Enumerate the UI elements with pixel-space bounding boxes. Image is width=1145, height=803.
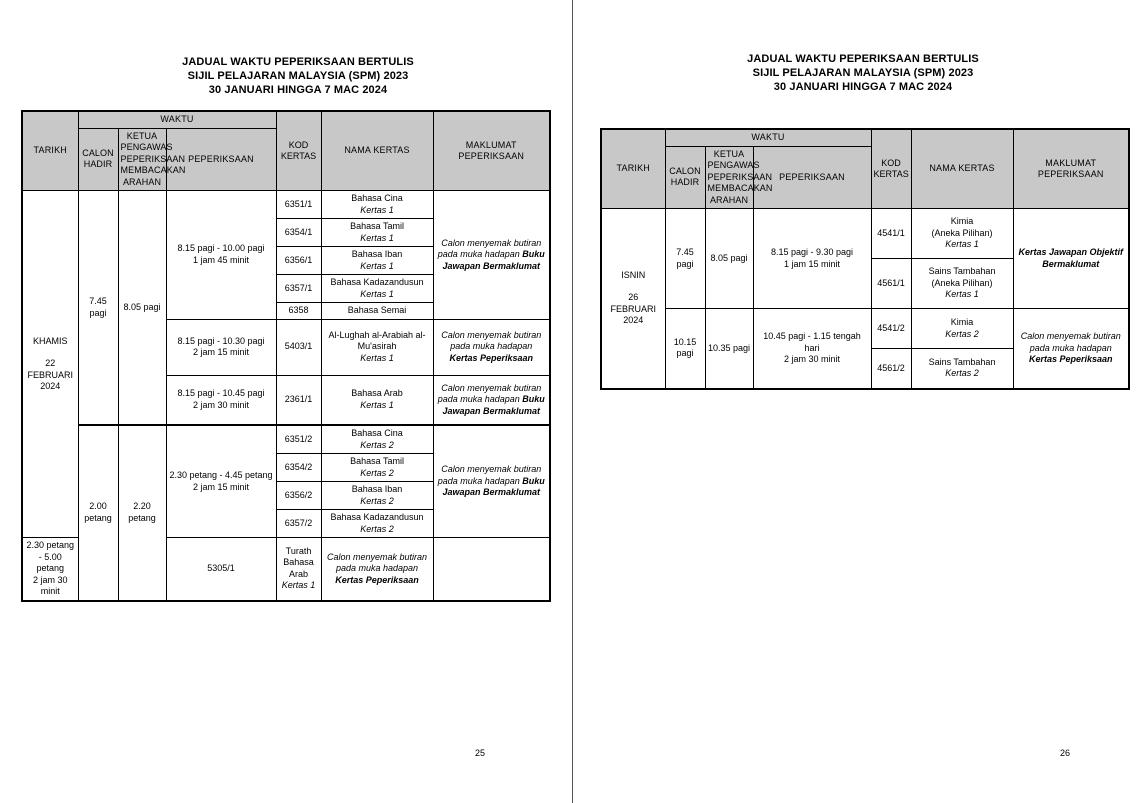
time-range: 8.15 pagi - 10.30 pagi: [177, 335, 265, 346]
paper-number: Kertas 2: [945, 328, 979, 339]
maklumat-cell-1: [1013, 209, 1129, 309]
info-bold: Buku Jawapan Bermaklumat: [442, 394, 545, 416]
paper-name: Bahasa Cina: [351, 428, 403, 438]
paper-name: Bahasa Iban: [351, 249, 403, 259]
paper-name: Bahasa Tamil: [350, 456, 404, 466]
paper-sub: (Aneka Pilihan): [931, 227, 993, 238]
page-left: [0, 0, 572, 803]
title-line-1: JADUAL WAKTU PEPERIKSAAN BERTULIS: [747, 53, 979, 65]
info-bold: Kertas Peperiksaan: [1028, 354, 1113, 364]
page-right: [573, 0, 1145, 803]
session-time-block-4: [166, 425, 276, 538]
paper-number: Kertas 2: [360, 467, 394, 478]
time-range: 10.45 pagi - 1.15 tengah hari: [763, 331, 861, 353]
header-waktu: WAKTU: [665, 129, 871, 146]
nama-kertas: [911, 349, 1013, 389]
table-header-left: [22, 111, 550, 191]
maklumat-cell-4: [433, 425, 550, 538]
kod-kertas: 5403/1: [276, 319, 321, 375]
paper-name: Bahasa Semai: [347, 305, 407, 315]
title-line-3: 30 JANUARI HINGGA 7 MAC 2024: [773, 81, 953, 93]
page-number-left: 25: [474, 748, 485, 758]
ketua-pengawas-afternoon: 2.20 petang: [118, 425, 166, 601]
paper-name: Bahasa Arab: [351, 388, 403, 399]
paper-number: Kertas 1: [945, 239, 979, 250]
header-maklumat: [433, 111, 550, 191]
paper-name: Sains Tambahan: [928, 266, 996, 277]
kod-kertas: 6354/2: [276, 454, 321, 482]
kod-kertas: 6354/1: [276, 219, 321, 247]
info-bold: Kertas Peperiksaan: [449, 352, 534, 363]
title-line-2: SIJIL PELAJARAN MALAYSIA (SPM) 2023: [752, 67, 974, 79]
nama-kertas: [321, 319, 433, 375]
header-tarikh: TARIKH: [22, 111, 78, 191]
header-kod-kertas: [276, 111, 321, 191]
date-year: 2024: [623, 315, 644, 326]
header-maklumat-line2: PEPERIKSAAN: [1037, 169, 1104, 179]
time-range: 8.15 pagi - 9.30 pagi: [770, 247, 854, 257]
kod-kertas: 2361/1: [276, 375, 321, 425]
header-calon-line1: CALON: [82, 147, 114, 158]
header-ketua-pengawas: [118, 128, 186, 191]
nama-kertas: [321, 454, 433, 482]
kod-kertas: 6357/1: [276, 275, 321, 303]
paper-number: Kertas 1: [360, 204, 394, 215]
date-year: 2024: [40, 381, 61, 391]
header-maklumat-line1: MAKLUMAT: [465, 139, 517, 150]
duration: 2 jam 30 minit: [32, 574, 68, 596]
table-body-left: [22, 191, 550, 601]
duration: 1 jam 45 minit: [192, 254, 250, 265]
nama-kertas: [321, 247, 433, 275]
session-time-block-1: [166, 191, 276, 320]
header-calon-line2: HADIR: [83, 159, 113, 170]
header-maklumat-line2: PEPERIKSAAN: [458, 151, 525, 161]
header-ketua-line4: MEMBACAKAN: [120, 165, 186, 175]
calon-hadir-midmorning: 10.15 pagi: [665, 309, 705, 389]
nama-kertas: [911, 209, 1013, 259]
duration: 2 jam 15 minit: [192, 481, 250, 492]
info-bold: Buku Jawapan Bermaklumat: [442, 249, 545, 271]
info-text: Calon menyemak butiran pada muka hadapan: [441, 329, 542, 352]
table-row: [601, 309, 1129, 349]
header-calon-line1: CALON: [669, 165, 701, 176]
date-cell-right: [601, 209, 665, 389]
info-text: Calon menyemak butiran pada muka hadapan: [1020, 331, 1121, 353]
paper-name: Bahasa Cina: [351, 193, 403, 203]
duration: 2 jam 30 minit: [192, 399, 250, 410]
nama-kertas: [321, 375, 433, 425]
header-kod-kertas: [871, 129, 911, 209]
date-day: ISNIN: [621, 269, 646, 280]
title-line-3: 30 JANUARI HINGGA 7 MAC 2024: [208, 84, 388, 96]
info-text: Calon menyemak butiran pada muka hadapan: [326, 551, 428, 573]
kod-kertas: 4561/1: [871, 259, 911, 309]
header-calon-hadir: [665, 146, 705, 209]
session-time-block-3: [166, 375, 276, 425]
paper-number: Kertas 1: [360, 260, 394, 271]
info-text: Calon menyemak butiran pada muka hadapan: [437, 237, 542, 259]
calon-hadir-afternoon: 2.00 petang: [78, 425, 118, 601]
timetable-right: [600, 128, 1130, 390]
kod-kertas: 4541/1: [871, 209, 911, 259]
kod-kertas: 6351/1: [276, 191, 321, 219]
kod-kertas: 5305/1: [166, 538, 276, 601]
date-month: FEBRUARI: [27, 369, 73, 380]
nama-kertas: [321, 303, 433, 320]
nama-kertas: [276, 538, 321, 601]
paper-name: Turath Bahasa Arab: [283, 545, 314, 579]
paper-number: Kertas 1: [281, 580, 316, 591]
ketua-pengawas-midmorning: 10.35 pagi: [705, 309, 753, 389]
duration: 2 jam 15 minit: [192, 347, 250, 357]
page-number-right: 26: [1059, 748, 1070, 758]
nama-kertas: [911, 309, 1013, 349]
paper-name: Bahasa Iban: [351, 484, 403, 494]
nama-kertas: [321, 219, 433, 247]
nama-kertas: [321, 510, 433, 538]
date-number: 22: [45, 358, 56, 368]
session-time-block-1: [753, 209, 871, 309]
header-ketua-line4: MEMBACAKAN: [707, 183, 773, 193]
title-line-1: JADUAL WAKTU PEPERIKSAAN BERTULIS: [182, 56, 414, 68]
title-line-2: SIJIL PELAJARAN MALAYSIA (SPM) 2023: [187, 70, 409, 82]
header-peperiksaan: PEPERIKSAAN: [753, 146, 871, 209]
ketua-pengawas-morning: 8.05 pagi: [118, 191, 166, 426]
date-cell-left: [22, 191, 78, 538]
paper-name: Bahasa Tamil: [350, 221, 404, 231]
header-ketua-line1: KETUA: [713, 148, 745, 159]
paper-name: Bahasa Kadazandusun: [330, 512, 424, 522]
nama-kertas: [911, 259, 1013, 309]
header-ketua-line1: KETUA: [126, 130, 158, 141]
table-row: [22, 425, 550, 454]
calon-hadir-morning: 7.45 pagi: [665, 209, 705, 309]
table-header-right: [601, 129, 1129, 209]
paper-number: Kertas 1: [945, 289, 979, 300]
header-row-top: [22, 111, 550, 128]
header-ketua-line2: PENGAWAS: [707, 160, 760, 170]
table-body-right: [601, 209, 1129, 389]
header-calon-hadir: [78, 128, 118, 191]
paper-name: Sains Tambahan: [928, 356, 996, 367]
paper-number: Kertas 2: [360, 523, 394, 534]
document-title-left: [0, 55, 572, 97]
header-maklumat: [1013, 129, 1129, 209]
paper-number: Kertas 1: [360, 232, 394, 243]
header-kod-line1: KOD: [881, 157, 901, 168]
header-nama-kertas: NAMA KERTAS: [321, 111, 433, 191]
session-time-block-5: [22, 538, 78, 601]
header-kod-line2: KERTAS: [280, 151, 317, 161]
info-bold: Kertas Jawapan Objektif Bermaklumat: [1018, 247, 1124, 269]
nama-kertas: [321, 191, 433, 219]
paper-name: Kimia: [950, 317, 974, 327]
kod-kertas: 4561/2: [871, 349, 911, 389]
header-nama-kertas: NAMA KERTAS: [911, 129, 1013, 209]
ketua-pengawas-morning: 8.05 pagi: [705, 209, 753, 309]
session-time-block-2: [753, 309, 871, 389]
header-ketua-line3: PEPERIKSAAN: [120, 153, 186, 164]
maklumat-cell-3: [433, 375, 550, 425]
paper-sub: (Aneka Pilihan): [931, 277, 993, 288]
kod-kertas: 6351/2: [276, 425, 321, 454]
info-text: Calon menyemak butiran pada muka hadapan: [437, 464, 542, 486]
duration: 2 jam 30 minit: [783, 354, 841, 364]
paper-number: Kertas 1: [360, 288, 394, 299]
calon-hadir-morning: 7.45 pagi: [78, 191, 118, 426]
nama-kertas: [321, 275, 433, 303]
kod-kertas: 6357/2: [276, 510, 321, 538]
header-tarikh: TARIKH: [601, 129, 665, 209]
header-ketua-line5: ARAHAN: [709, 194, 749, 205]
paper-name: Bahasa Kadazandusun: [330, 277, 424, 287]
date-day: KHAMIS: [32, 335, 68, 346]
header-row-top: [601, 129, 1129, 146]
time-range: 2.30 petang - 5.00 petang: [26, 540, 75, 573]
header-waktu: WAKTU: [78, 111, 276, 128]
header-maklumat-line1: MAKLUMAT: [1045, 157, 1097, 168]
time-range: 8.15 pagi - 10.45 pagi: [177, 388, 265, 399]
table-row: [22, 191, 550, 219]
paper-number: Kertas 2: [360, 495, 394, 506]
timetable-left: [21, 110, 551, 602]
header-calon-line2: HADIR: [670, 177, 700, 188]
paper-name: Al-Lughah al-Arabiah al- Mu'asirah: [328, 329, 426, 352]
info-text: Calon menyemak butiran pada muka hadapan: [437, 382, 542, 404]
header-ketua-pengawas: [705, 146, 773, 209]
header-kod-line2: KERTAS: [873, 169, 909, 179]
maklumat-cell-1: [433, 191, 550, 320]
header-ketua-line5: ARAHAN: [122, 176, 162, 187]
duration: 1 jam 15 minit: [783, 258, 841, 269]
session-time-block-2: [166, 319, 276, 375]
nama-kertas: [321, 482, 433, 510]
header-ketua-line3: PEPERIKSAAN: [707, 171, 773, 182]
paper-number: Kertas 2: [360, 439, 394, 450]
paper-number: Kertas 1: [360, 352, 394, 363]
nama-kertas: [321, 425, 433, 454]
kod-kertas: 6358: [276, 303, 321, 320]
kod-kertas: 6356/2: [276, 482, 321, 510]
document-title-right: [573, 52, 1145, 94]
kod-kertas: 4541/2: [871, 309, 911, 349]
kod-kertas: 6356/1: [276, 247, 321, 275]
maklumat-cell-5: [321, 538, 433, 601]
paper-number: Kertas 1: [360, 399, 394, 410]
paper-number: Kertas 2: [945, 368, 979, 379]
maklumat-cell-2: [433, 319, 550, 375]
header-ketua-line2: PENGAWAS: [120, 142, 173, 152]
date-month: FEBRUARI: [610, 303, 656, 314]
paper-name: Kimia: [950, 216, 974, 227]
table-row: [601, 209, 1129, 259]
info-bold: Buku Jawapan Bermaklumat: [442, 475, 545, 498]
header-peperiksaan: PEPERIKSAAN: [166, 128, 276, 191]
info-bold: Kertas Peperiksaan: [335, 574, 419, 585]
date-number: 26: [628, 292, 639, 303]
header-kod-line1: KOD: [288, 139, 309, 150]
time-range: 8.15 pagi - 10.00 pagi: [177, 243, 265, 254]
maklumat-cell-2: [1013, 309, 1129, 389]
time-range: 2.30 petang - 4.45 petang: [169, 470, 273, 480]
